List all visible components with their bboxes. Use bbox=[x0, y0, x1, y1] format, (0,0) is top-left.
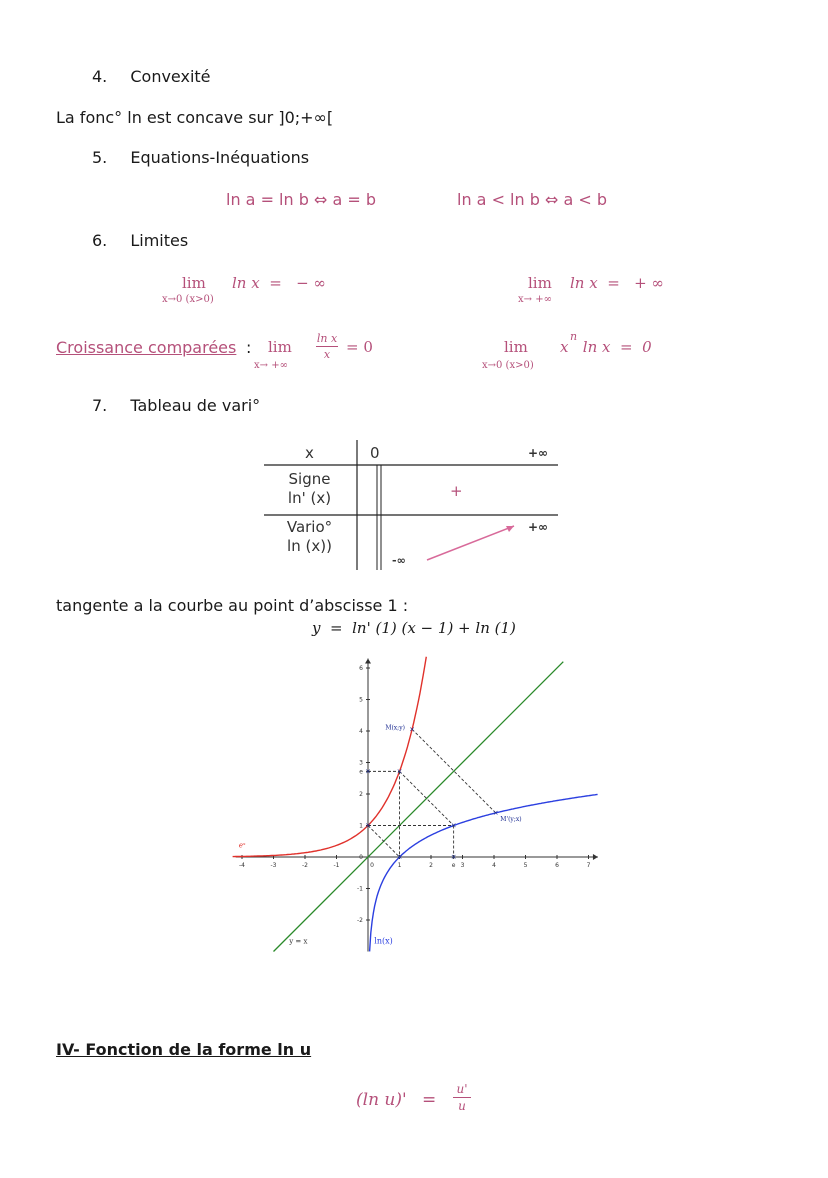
x-tick-label: 1 bbox=[397, 862, 402, 869]
ln-label: ln(x) bbox=[374, 936, 393, 946]
point-marker: × bbox=[492, 808, 499, 817]
x-tick-label: 2 bbox=[429, 862, 433, 869]
fraction-numerator: ln x bbox=[316, 332, 338, 345]
x-tick-label: 6 bbox=[555, 862, 559, 869]
lim-subscript: x→0 (x>0) bbox=[482, 360, 534, 371]
colon: : bbox=[246, 338, 252, 357]
tangente-text: tangente a la courbe au point d’abscisse 1 : bbox=[56, 596, 409, 615]
yx-label: y = x bbox=[289, 937, 308, 946]
lim-expression: ln x = 0 bbox=[578, 338, 652, 356]
section-7-heading bbox=[92, 396, 260, 415]
inequation-less: ln a < ln b ⇔ a < b bbox=[457, 190, 607, 209]
y-tick-label: 5 bbox=[359, 696, 363, 704]
lim-word: lim bbox=[182, 274, 206, 292]
derivative-equals: = bbox=[422, 1090, 437, 1110]
table-plus-infinity-2: +∞ bbox=[528, 520, 549, 534]
lim-expression: ln x = − ∞ bbox=[232, 274, 326, 292]
y-tick-label: e bbox=[359, 768, 363, 776]
derivative-fraction bbox=[452, 1082, 472, 1113]
table-plus-infinity: +∞ bbox=[528, 446, 549, 460]
convexite-text: La fonc° ln est concave sur ]0;+∞[ bbox=[56, 108, 334, 127]
x-tick-label: -2 bbox=[302, 862, 308, 869]
x-tick-label: 4 bbox=[492, 862, 496, 869]
ln-exp-graph bbox=[228, 656, 608, 960]
lim-exponent: n bbox=[570, 330, 578, 343]
lim-rhs: = 0 bbox=[346, 338, 373, 356]
section-title: Tableau de vari° bbox=[130, 396, 261, 415]
lim-subscript: x→0 (x>0) bbox=[162, 294, 214, 305]
graph-axes bbox=[236, 659, 598, 952]
point-marker: × bbox=[450, 821, 457, 830]
x-tick-label: 7 bbox=[586, 862, 591, 869]
table-zero: 0 bbox=[370, 444, 380, 462]
section-number: 6. bbox=[92, 231, 108, 250]
section-6-heading bbox=[92, 231, 188, 250]
tangente-formula: y = ln' (1) (x − 1) + ln (1) bbox=[312, 619, 516, 637]
section-title: Convexité bbox=[130, 67, 211, 86]
section-title: Equations-Inéquations bbox=[130, 148, 310, 167]
table-vario-label bbox=[262, 518, 357, 556]
x-tick-label: 0 bbox=[370, 862, 374, 869]
lim-x: x bbox=[560, 338, 569, 356]
x-tick-label: -4 bbox=[239, 862, 245, 869]
derivative-numerator: u' bbox=[456, 1082, 468, 1096]
fraction-denominator: x bbox=[323, 348, 331, 361]
y-tick-label: 3 bbox=[359, 759, 363, 767]
signe-text: Signe bbox=[288, 470, 331, 488]
section-number: 4. bbox=[92, 67, 108, 86]
point-marker: × bbox=[409, 725, 416, 734]
lim-subscript: x→ +∞ bbox=[254, 360, 288, 371]
y-tick-label: 6 bbox=[359, 665, 363, 672]
mprime-point-label: M'(y;x) bbox=[500, 815, 522, 823]
ln-curve bbox=[370, 794, 598, 951]
lim-word: lim bbox=[528, 274, 552, 292]
y-tick-label: -1 bbox=[357, 885, 363, 893]
vario-function: ln (x)) bbox=[287, 537, 332, 555]
table-x-header: x bbox=[305, 444, 314, 462]
vario-text: Vario° bbox=[286, 518, 333, 536]
section-number: 5. bbox=[92, 148, 108, 167]
line-y-equals-x bbox=[274, 662, 564, 952]
y-tick-label: 4 bbox=[359, 728, 363, 735]
lim-word: lim bbox=[268, 338, 292, 356]
x-tick-label: -3 bbox=[270, 862, 277, 869]
point-marker: × bbox=[365, 821, 371, 830]
section-5-heading bbox=[92, 148, 309, 167]
table-minus-infinity: -∞ bbox=[392, 554, 406, 567]
section-number: 7. bbox=[92, 396, 108, 415]
x-tick-label: e bbox=[451, 862, 456, 869]
y-tick-label: -2 bbox=[357, 917, 363, 924]
point-marker: × bbox=[396, 853, 403, 861]
graph-labels bbox=[239, 665, 591, 946]
lim-subscript: x→ +∞ bbox=[518, 294, 552, 305]
section-4-heading bbox=[92, 67, 211, 86]
x-axis-arrow bbox=[593, 854, 598, 860]
y-tick-label: 1 bbox=[359, 822, 363, 830]
point-marker: × bbox=[365, 767, 371, 776]
fraction bbox=[314, 332, 340, 361]
section-iv-heading: IV- Fonction de la forme ln u bbox=[56, 1040, 312, 1059]
point-marker: × bbox=[396, 767, 403, 776]
point-marker: × bbox=[450, 853, 457, 861]
croissance-label: Croissance comparées bbox=[56, 338, 237, 357]
derivative-lhs: (ln u)' bbox=[356, 1090, 407, 1110]
lim-word: lim bbox=[504, 338, 528, 356]
section-title: Limites bbox=[130, 231, 189, 250]
table-sign-plus: + bbox=[450, 482, 463, 500]
y-tick-label: 0 bbox=[359, 854, 363, 861]
exp-curve bbox=[233, 657, 427, 857]
y-tick-label: 2 bbox=[359, 791, 363, 798]
y-axis-arrow bbox=[365, 659, 371, 664]
signe-derivative: ln' (x) bbox=[287, 489, 332, 507]
lim-expression: ln x = + ∞ bbox=[570, 274, 664, 292]
m-point-label: M(x;y) bbox=[385, 724, 405, 732]
exp-label: eˣ bbox=[238, 841, 246, 850]
x-tick-label: 3 bbox=[460, 862, 465, 869]
x-tick-label: 5 bbox=[523, 862, 528, 869]
derivative-denominator: u bbox=[458, 1099, 466, 1113]
graph-curves bbox=[233, 657, 598, 952]
equation-equal: ln a = ln b ⇔ a = b bbox=[226, 190, 376, 209]
table-signe-label bbox=[262, 470, 357, 508]
variation-table bbox=[262, 440, 562, 572]
x-tick-label: -1 bbox=[333, 862, 340, 869]
